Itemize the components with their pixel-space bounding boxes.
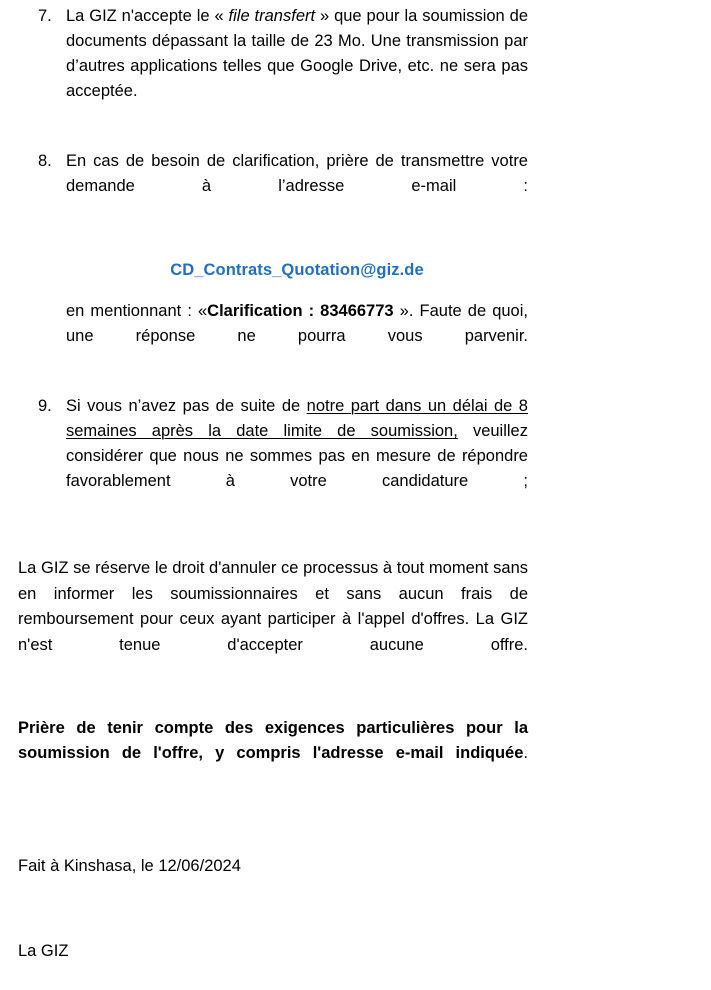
list-item-9-underlined-clause: notre part dans un délai de 8 semaines après la date limite de soumission, (66, 397, 528, 440)
place-and-date: Fait à Kinshasa, le 12/06/2024 (18, 857, 241, 875)
email-line (0, 244, 711, 299)
reservation-paragraph: La GIZ se réserve le droit d'annuler ce processus à tout moment sans en informer les soumissionnaires et sans aucun frais de remboursement pour ceux ayant participer à l'appel d'offres. La GIZ n'est tenue d'accepter aucune offre. (18, 559, 528, 654)
list-item-7-italic-term: file transfert (228, 7, 316, 25)
clarification-prefix: en mentionnant : « (66, 302, 208, 320)
list-item-7-number: 7. (38, 7, 52, 25)
special-requirements-notice-period: . (523, 744, 528, 762)
special-requirements-notice (0, 684, 711, 793)
numbered-list-continued (0, 394, 711, 519)
list-item-7-text-after-italic: » que pour la soumission de documents dépassant la taille de 23 Mo. Une transmission par d’autres applications telles que Google Drive, etc. ne sera pas acceptée. (66, 7, 528, 100)
clarification-paragraph (0, 299, 711, 374)
list-item-9-text (66, 394, 528, 519)
list-item-9-text-after-underline: veuillez considérer que nous ne sommes pas en mesure de répondre favorablement à votre candidature ; (66, 422, 528, 490)
list-item-7 (0, 4, 711, 129)
list-item-9-text-before-underline: Si vous n’avez pas de suite de (66, 397, 307, 415)
list-item-8-text: En cas de besoin de clarification, prière de transmettre votre demande à l’adresse e-mail : (66, 152, 528, 195)
list-item-8 (0, 149, 711, 224)
list-item-7-text-before-italic: La GIZ n'accepte le « (66, 7, 229, 25)
list-item-7-text (66, 4, 528, 129)
clarification-suffix: ». Faute de quoi, une réponse ne pourra vous parvenir. (66, 302, 528, 345)
list-item-8-number: 8. (38, 152, 52, 170)
special-requirements-notice-text: Prière de tenir compte des exigences particulières pour la soumission de l'offre, y compris l'adresse e-mail indiquée (18, 718, 528, 762)
contact-email-link[interactable]: CD_Contrats_Quotation@giz.de (170, 261, 424, 279)
signatory: La GIZ (18, 942, 69, 960)
list-item-9 (0, 394, 711, 519)
list-item-9-number: 9. (38, 397, 52, 415)
numbered-list (0, 4, 711, 224)
clarification-reference: Clarification : 83466773 (207, 302, 394, 320)
